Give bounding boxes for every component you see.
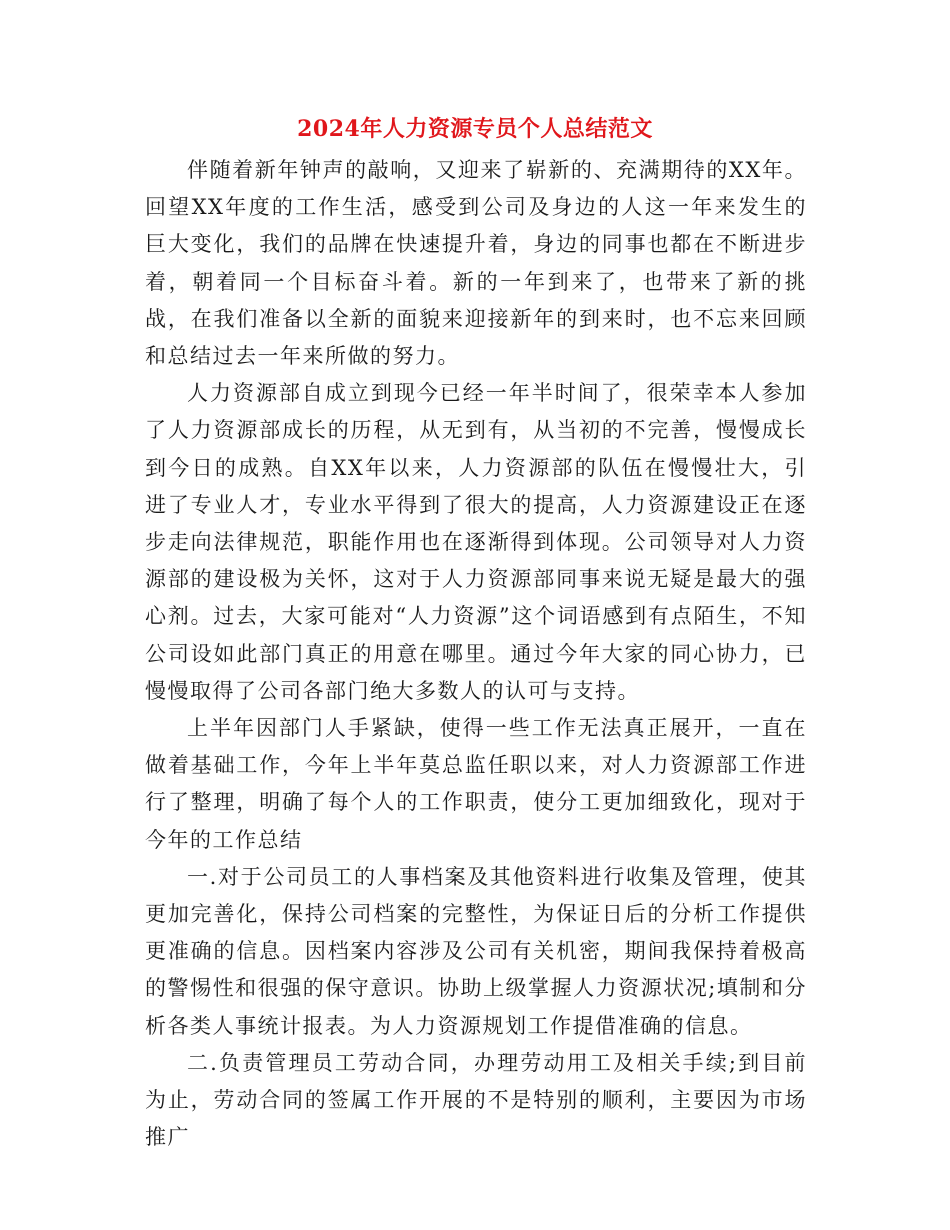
document-body [145,152,807,1156]
paragraph-intro: 伴随着新年钟声的敲响，又迎来了崭新的、充满期待的XX年。回望XX年度的工作生活，感受到公司及身边的人这一年来发生的巨大变化，我们的品牌在快速提升着，身边的同事也都在不断进步着，朝着同一个目标奋斗着。新的一年到来了，也带来了新的挑战，在我们准备以全新的面貌来迎接新年的到来时，也不忘来回顾和总结过去一年来所做的努力。 [145,158,807,369]
paragraph-first-half-year: 上半年因部门人手紧缺，使得一些工作无法真正展开，一直在做着基础工作，今年上半年莫总监任职以来，对人力资源部工作进行了整理，明确了每个人的工作职责，使分工更加细致化，现对于今年的工作总结 [145,716,807,852]
paragraph-item-two: 二.负责管理员工劳动合同，办理劳动用工及相关手续;到目前为止，劳动合同的签属工作开展的不是特别的顺利，主要因为市场推广 [145,1050,807,1150]
document-title: 2024年人力资源专员个人总结范文 [297,116,653,142]
paragraph-item-one: 一.对于公司员工的人事档案及其他资料进行收集及管理，使其更加完善化，保持公司档案的完整性，为保证日后的分析工作提供更准确的信息。因档案内容涉及公司有关机密，期间我保持着极高的警惕性和很强的保守意识。协助上级掌握人力资源状况;填制和分析各类人事统计报表。为人力资源规划工作提借准确的信息。 [145,864,807,1038]
paragraph-department-growth: 人力资源部自成立到现今已经一年半时间了，很荣幸本人参加了人力资源部成长的历程，从无到有，从当初的不完善，慢慢成长到今日的成熟。自XX年以来，人力资源部的队伍在慢慢壮大，引进了专业人才，专业水平得到了很大的提高，人力资源建设正在逐步走向法律规范，职能作用也在逐渐得到体现。公司领导对人力资源部的建设极为关怀，这对于人力资源部同事来说无疑是最大的强心剂。过去，大家可能对“人力资源”这个词语感到有点陌生，不知公司设如此部门真正的用意在哪里。通过今年大家的同心协力，已慢慢取得了公司各部门绝大多数人的认可与支持。 [145,381,807,703]
